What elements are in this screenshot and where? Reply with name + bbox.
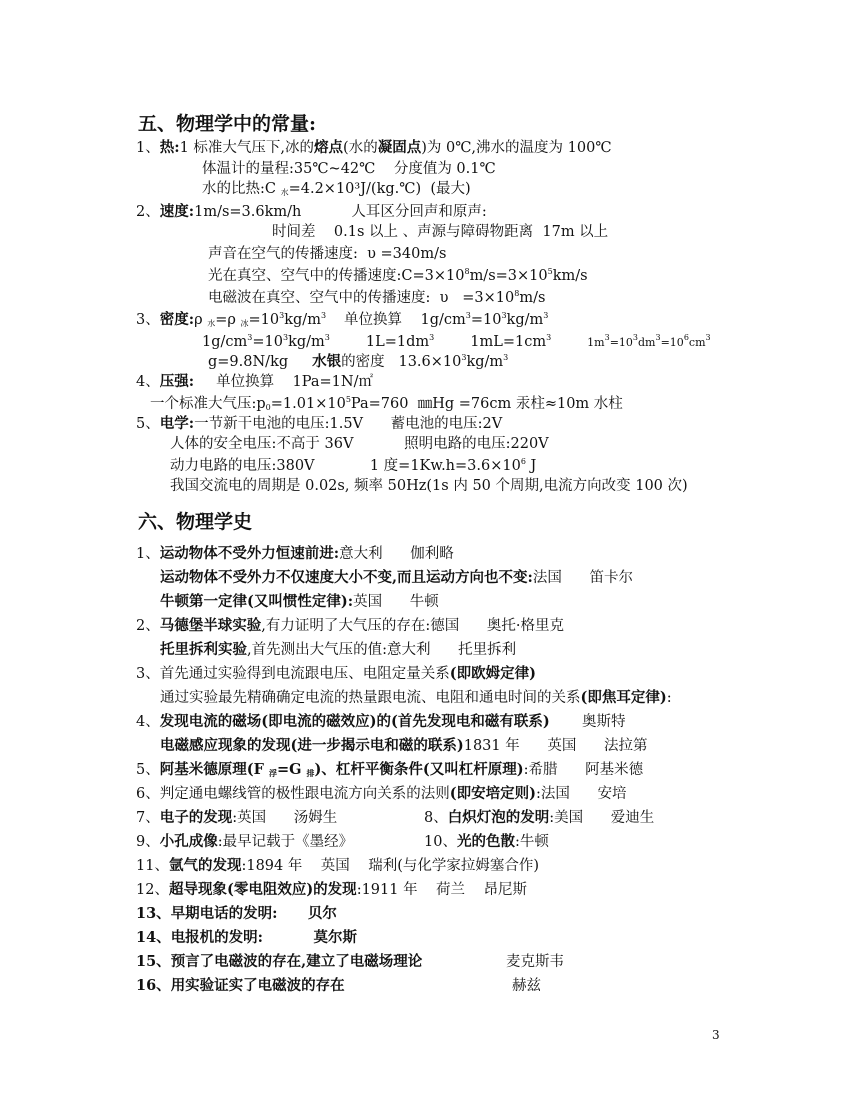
section-title-history: 六、物理学史 xyxy=(138,511,253,533)
history-item-6: 6、判定通电螺线管的极性跟电流方向关系的法则(即安培定则):法国 安培 xyxy=(136,785,627,802)
thermometer-line: 体温计的量程:35℃~42℃ 分度值为 0.1℃ xyxy=(202,161,496,177)
history-item-14: 14、电报机的发明: 莫尔斯 xyxy=(136,929,358,946)
heat-line: 1、热:1 标准大气压下,冰的熔点(水的凝固点)为 0℃,沸水的温度为 100℃ xyxy=(136,139,612,156)
pressure-line: 4、压强: 单位换算 1Pa=1N/㎡ xyxy=(136,373,373,390)
history-item-13: 13、早期电话的发明: 贝尔 xyxy=(136,905,337,922)
density-units-line: $1g/cm^3=10^3kg/m^3$ $1L=1dm^3$ $1mL=1cm^3$ $1m^3=10^3dm^3=10^6cm^3$ xyxy=(202,333,711,350)
history-item-8: 8、白炽灯泡的发明:美国 爱迪生 xyxy=(424,809,655,826)
density-line: 3、密度:ρ $_水$=ρ $_冰=10^3kg/m^3$ 单位换算 $1g/cm^3=10^3kg/m^3$ xyxy=(136,311,549,328)
atmosphere-line: 一个标准大气压$:p_0=1.01\times 10^5Pa=760$ ㎜Hg =76cm 汞柱≈10m 水柱 xyxy=(150,395,623,412)
history-item-10: 10、光的色散:牛顿 xyxy=(424,833,549,850)
speed-line: 2、速度:1m/s=3.6km/h 人耳区分回声和原声: xyxy=(136,203,487,220)
history-item-1: 1、运动物体不受外力恒速前进:意大利 伽利略 xyxy=(136,545,454,562)
history-item-3: 3、首先通过实验得到电流跟电压、电阻定量关系(即欧姆定律) xyxy=(136,665,536,682)
sound-speed-line: 声音在空气的传播速度: υ =340m/s xyxy=(208,246,447,262)
power-voltage-line: 动力电路的电压:380V 1 度$=1Kw.h=3.6\times 10^6$ J xyxy=(170,457,537,474)
history-item-5: 5、阿基米德原理(F $_浮$=G $_排$)、杠杆平衡条件(又叫杠杆原理):希腊 阿基米德 xyxy=(136,761,644,778)
history-item-16: 16、用实验证实了电磁波的存在 赫兹 xyxy=(136,977,541,994)
light-speed-line: 光在真空、空气中的传播速度$:C=3\times 10^8m/s=3\times 10^5km/s$ xyxy=(208,267,588,284)
electric-line: 5、电学:一节新干电池的电压:1.5V 蓄电池的电压:2V xyxy=(136,415,503,432)
history-item-1c: 牛顿第一定律(又叫惯性定律):英国 牛顿 xyxy=(160,593,439,610)
history-item-9: 9、小孔成像:最早记载于《墨经》 xyxy=(136,833,354,850)
gravity-mercury-line: g=9.8N/kg 水银的密度 $13.6\times 10^3kg/m^3$ xyxy=(208,353,509,370)
specific-heat-line: 水的比热:C $_水$=4.2×10³J/(kg.℃) (最大) xyxy=(202,181,471,197)
history-item-15: 15、预言了电磁波的存在,建立了电磁场理论 麦克斯韦 xyxy=(136,953,564,970)
history-item-7: 7、电子的发现:英国 汤姆生 xyxy=(136,809,338,826)
history-item-2b: 托里拆利实验,首先测出大气压的值:意大利 托里拆利 xyxy=(160,641,517,658)
history-item-2: 2、马德堡半球实验,有力证明了大气压的存在:德国 奥托·格里克 xyxy=(136,617,564,634)
history-item-11: 11、氩气的发现:1894 年 英国 瑞利(与化学家拉姆塞合作) xyxy=(136,857,540,874)
echo-condition-line: 时间差 0.1s 以上 、声源与障碍物距离 17m 以上 xyxy=(272,224,609,240)
history-item-1b: 运动物体不受外力不仅速度大小不变,而且运动方向也不变:法国 笛卡尔 xyxy=(160,569,634,586)
safe-voltage-line: 人体的安全电压:不高于 36V 照明电路的电压:220V xyxy=(170,436,549,452)
section-title-constants: 五、物理学中的常量: xyxy=(138,113,317,135)
page-number: 3 xyxy=(712,1028,720,1042)
history-item-3b: 通过实验最先精确确定电流的热量跟电流、电阻和通电时间的关系(即焦耳定律): xyxy=(160,689,672,706)
history-item-4: 4、发现电流的磁场(即电流的磁效应)的(首先发现电和磁有联系) 奥斯特 xyxy=(136,713,626,730)
ac-period-line: 我国交流电的周期是 0.02s, 频率 50Hz(1s 内 50 个周期,电流方向改变 100 次) xyxy=(170,478,688,494)
history-item-12: 12、超导现象(零电阻效应)的发现:1911 年 荷兰 昂尼斯 xyxy=(136,881,527,898)
history-item-4b: 电磁感应现象的发现(进一步揭示电和磁的联系)1831 年 英国 法拉第 xyxy=(160,737,648,754)
em-wave-speed-line: 电磁波在真空、空气中的传播速度: $\upsilon =3\times 10^8m/s$ xyxy=(208,289,546,306)
